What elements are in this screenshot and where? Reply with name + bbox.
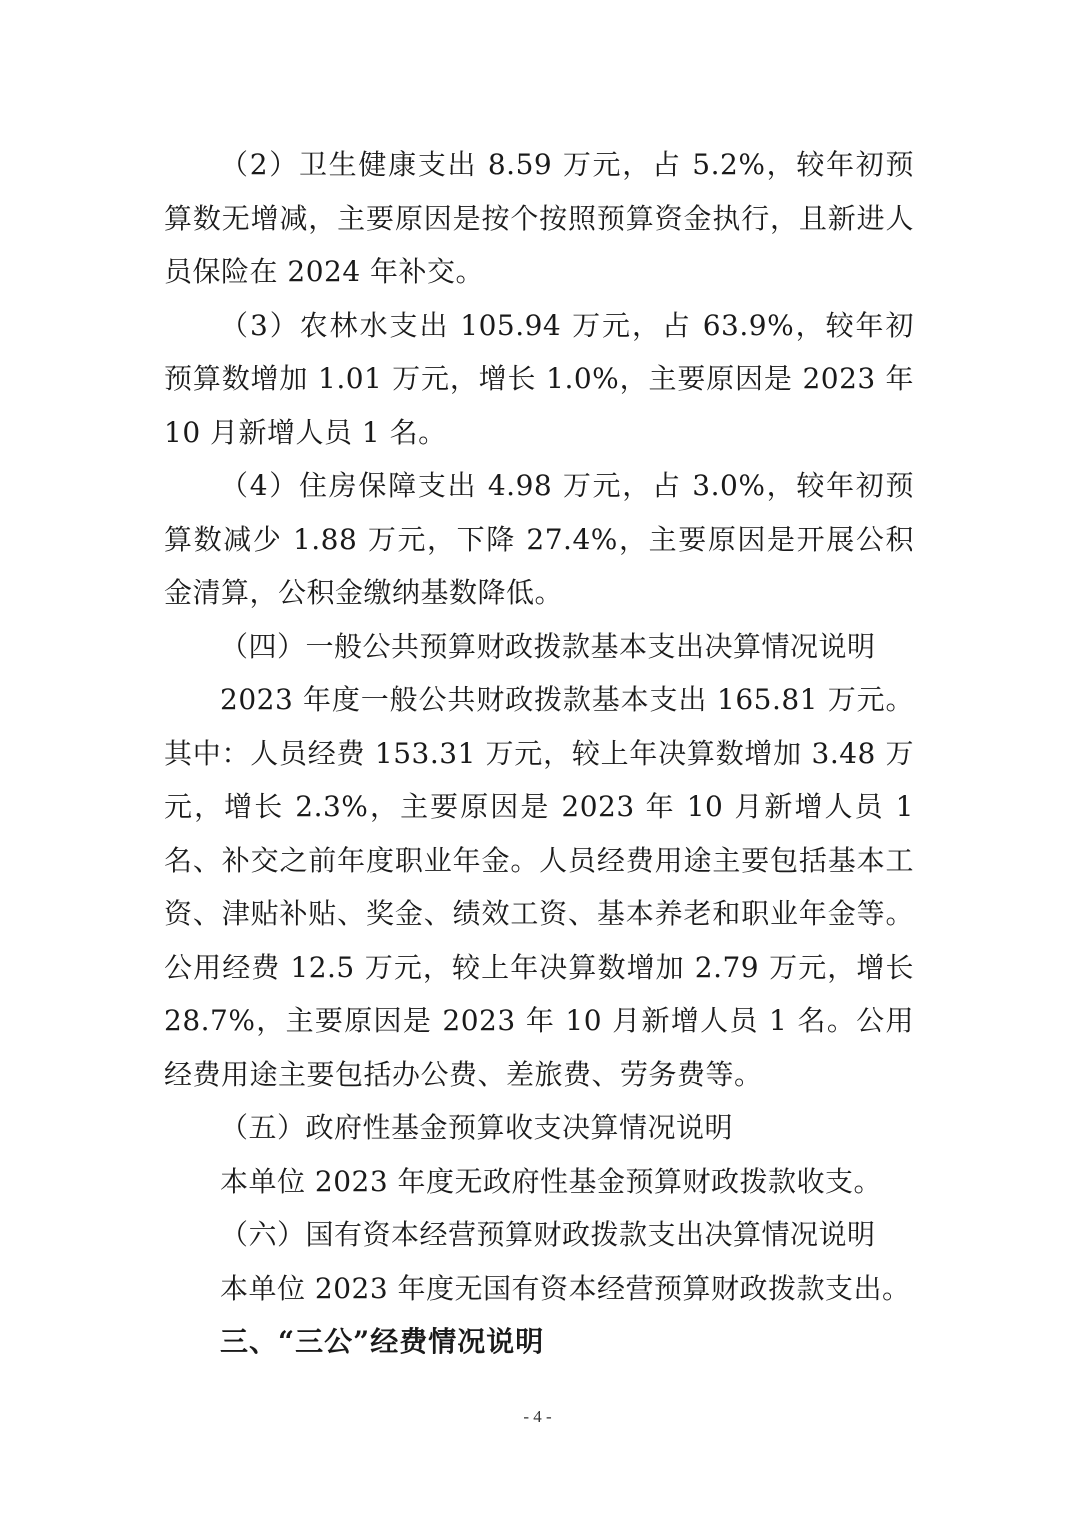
paragraph-basic-expense: 2023 年度一般公共财政拨款基本支出 165.81 万元。其中：人员经费 153.31 万元，较上年决算数增加 3.48 万元，增长 2.3%，主要原因是 2023 年 10 月新增人员 1 名、补交之前年度职业年金。人员经费用途主要包括基本工资、津贴补贴、奖金、绩效工资、基本养老和职业年金等。公用经费 12.5 万元，较上年决算数增加 2.79 万元，增长 28.7%，主要原因是 2023 年 10 月新增人员 1 名。公用经费用途主要包括办公费、差旅费、劳务费等。 (164, 683, 914, 1091)
paragraph-government-fund: 本单位 2023 年度无政府性基金预算财政拨款收支。 (220, 1164, 883, 1198)
paragraph-health-expense: （2）卫生健康支出 8.59 万元，占 5.2%，较年初预算数无增减，主要原因是按个按照预算资金执行，且新进人员保险在 2024 年补交。 (164, 148, 914, 288)
paragraph-state-capital: 本单位 2023 年度无国有资本经营预算财政拨款支出。 (220, 1271, 911, 1305)
chapter-heading-three-public: 三、“三公”经费情况说明 (220, 1325, 545, 1358)
section-heading-government-fund: （五）政府性基金预算收支决算情况说明 (220, 1111, 734, 1144)
page-number: - 4 - (523, 1407, 552, 1426)
paragraph-housing-expense: （4）住房保障支出 4.98 万元，占 3.0%，较年初预算数减少 1.88 万元，下降 27.4%，主要原因是开展公积金清算，公积金缴纳基数降低。 (164, 469, 914, 609)
section-heading-state-capital: （六）国有资本经营预算财政拨款支出决算情况说明 (220, 1218, 876, 1251)
document-body (164, 138, 914, 1369)
section-heading-basic-expense: （四）一般公共预算财政拨款基本支出决算情况说明 (220, 629, 876, 663)
paragraph-agriculture-expense: （3）农林水支出 105.94 万元，占 63.9%，较年初预算数增加 1.01 万元，增长 1.0%，主要原因是 2023 年 10 月新增人员 1 名。 (164, 308, 914, 449)
